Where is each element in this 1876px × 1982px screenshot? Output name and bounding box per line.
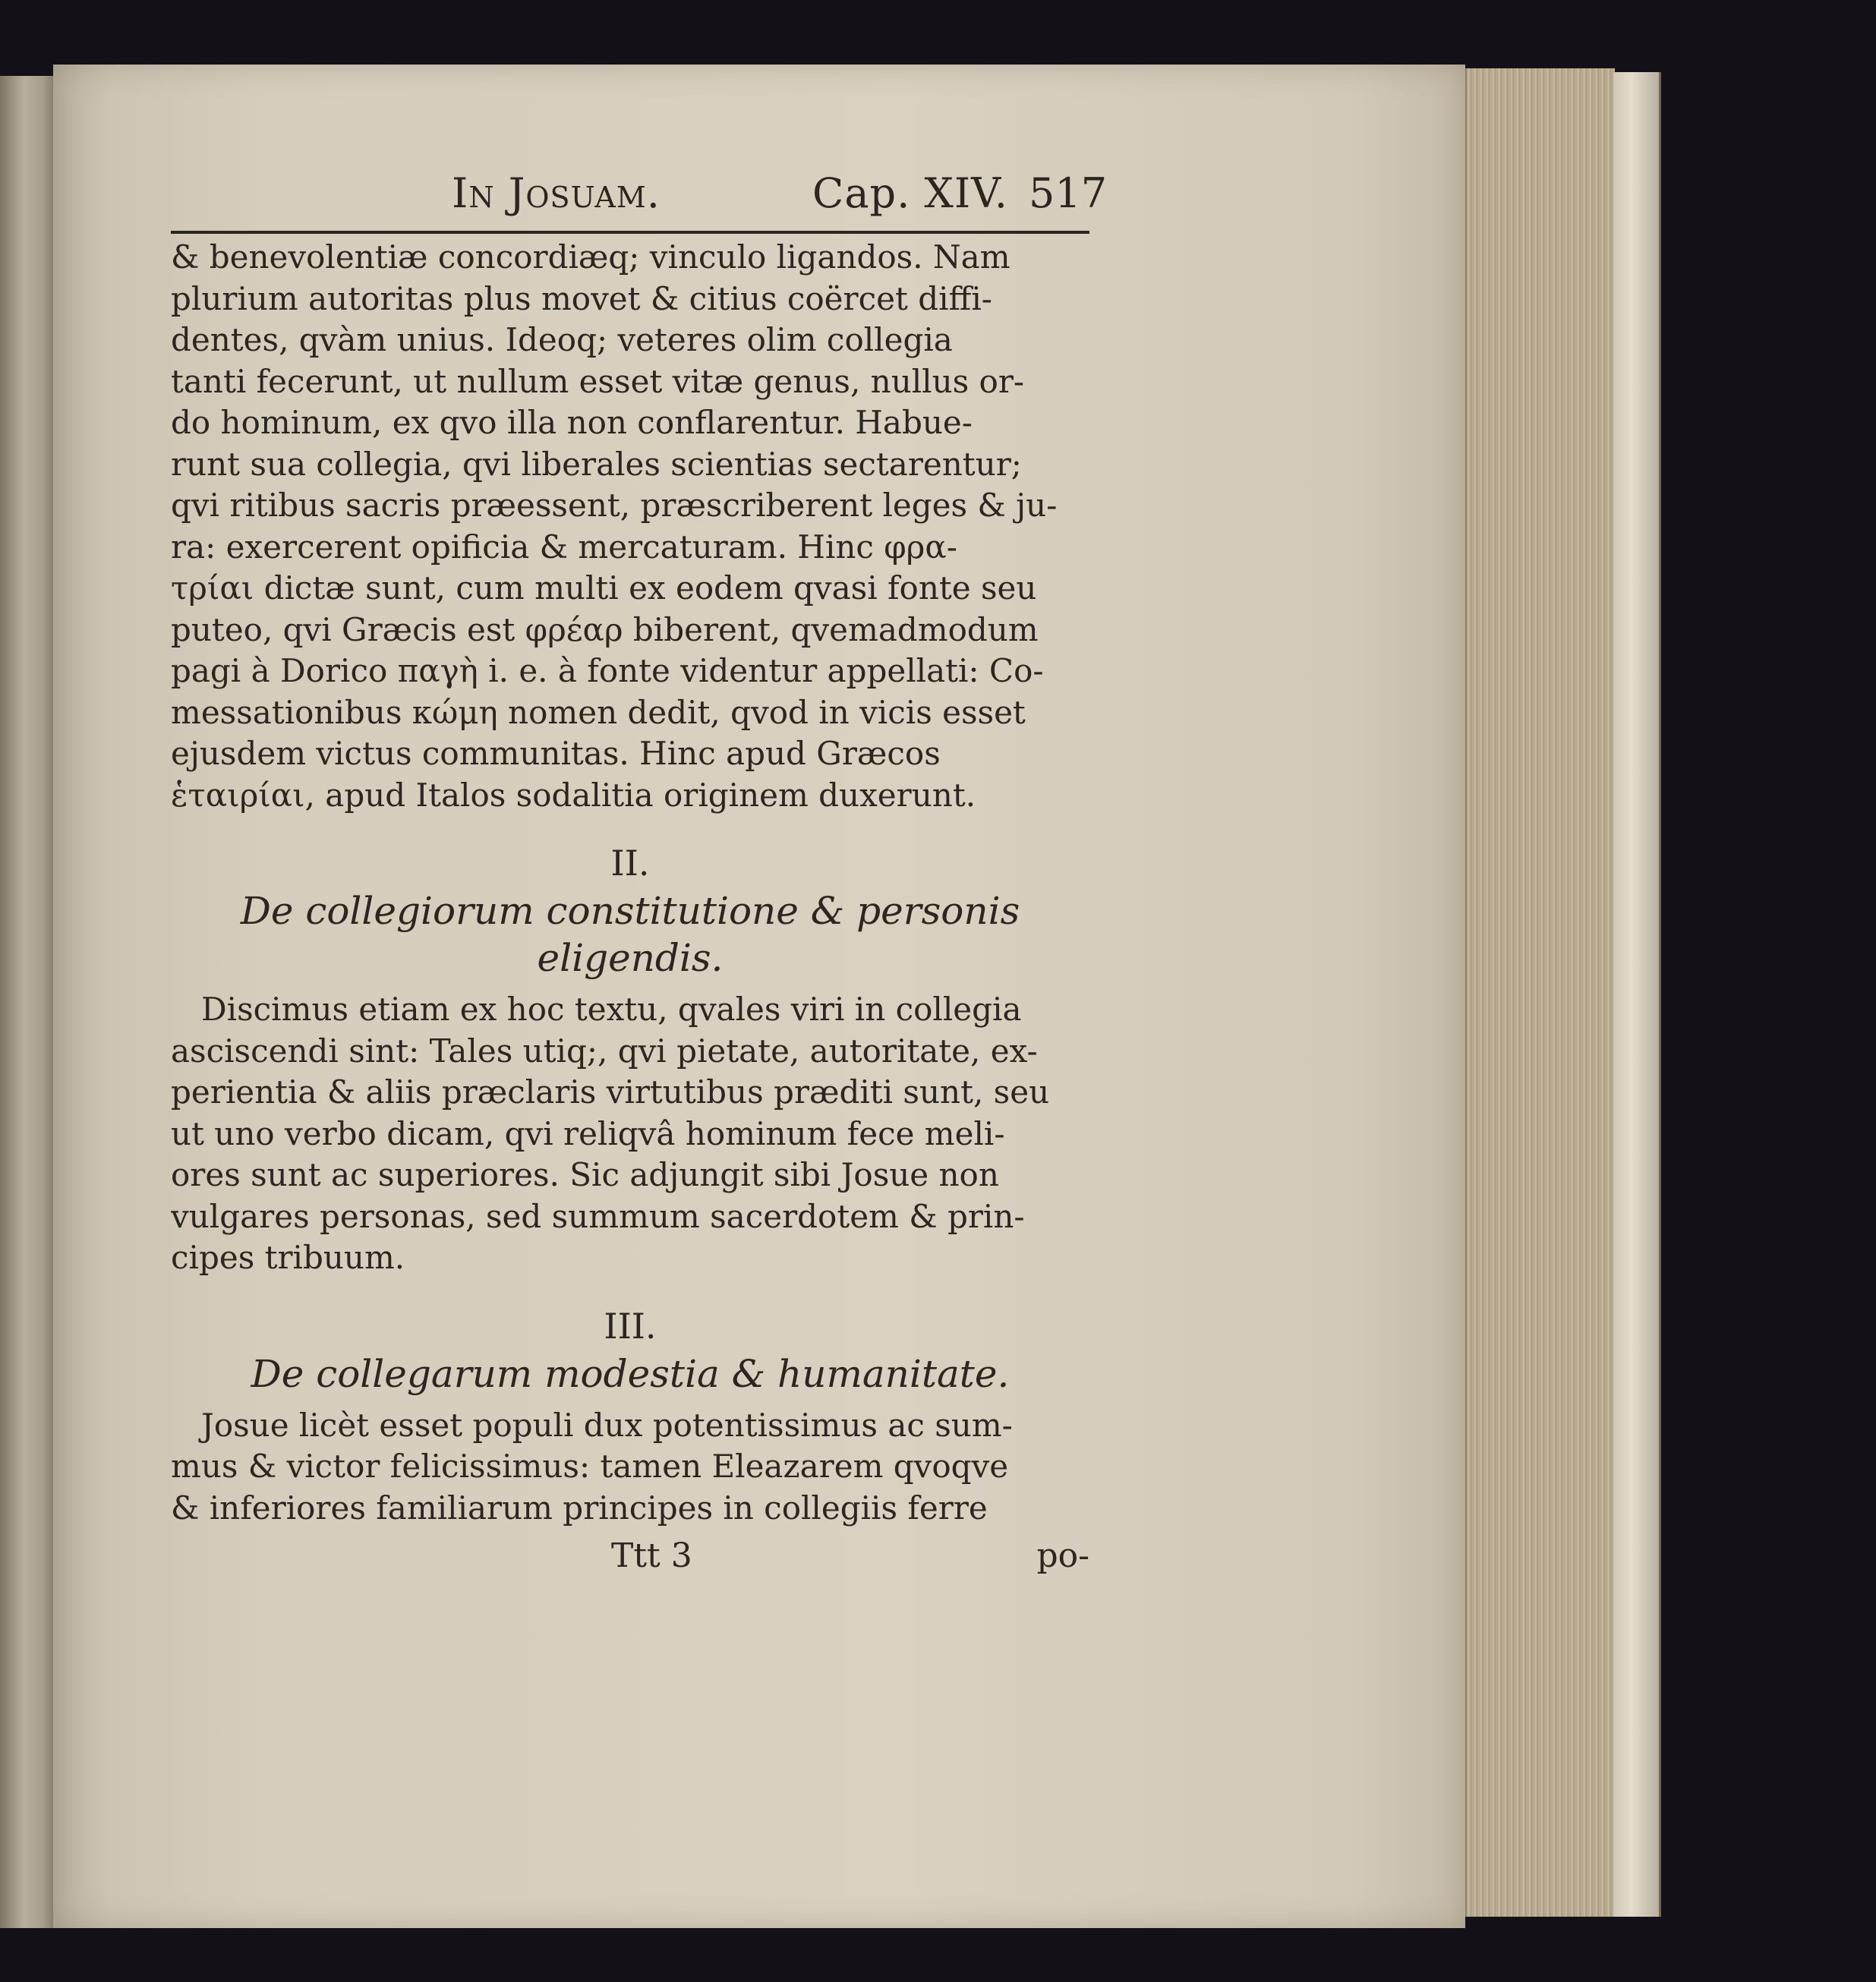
text-line: do hominum, ex qvo illa non conflarentur. Habue- — [171, 404, 973, 441]
text-line: tanti fecerunt, ut nullum esset vitæ genus, nullus or- — [171, 362, 1025, 400]
running-head-title: In Josuam. — [452, 169, 661, 217]
section-2-heading-line: De collegiorum constitutione & personis — [240, 889, 1020, 933]
left-page-edge — [0, 76, 55, 1928]
page-number: 517 — [1029, 169, 1108, 217]
page-footer — [171, 1533, 1089, 1579]
running-head-chapter: Cap. XIV. — [812, 169, 1008, 217]
section-3-number: III. — [604, 1305, 657, 1347]
signature-mark: Ttt 3 — [611, 1536, 692, 1575]
section-3-heading — [171, 1350, 1089, 1397]
book-cover-edge — [1613, 72, 1661, 1917]
text-line: Discimus etiam ex hoc textu, qvales viri in collegia — [201, 991, 1022, 1028]
text-line: pagi à Dorico παγὴ i. e. à fonte videntur appellati: Co- — [171, 652, 1044, 689]
text-line: Josue licèt esset populi dux potentissimus ac sum- — [201, 1406, 1013, 1444]
text-line: ra: exercerent opificia & mercaturam. Hinc φρα- — [171, 528, 957, 566]
section-3-heading-line: De collegarum modestia & humanitate. — [251, 1351, 1010, 1396]
text-line: runt sua collegia, qvi liberales scientias sectarentur; — [171, 445, 1022, 483]
head-rule — [171, 231, 1089, 234]
text-line: vulgares personas, sed summum sacerdotem & prin- — [171, 1197, 1025, 1235]
text-line: asciscendi sint: Tales utiq;, qvi pietate, autoritate, ex- — [171, 1032, 1038, 1070]
text-line: perientia & aliis præclaris virtutibus præditi sunt, seu — [171, 1073, 1050, 1111]
text-line: ut uno verbo dicam, qvi reliqvâ hominum fece meli- — [171, 1114, 1005, 1152]
text-line: ores sunt ac superiores. Sic adjungit sibi Josue non — [171, 1156, 999, 1193]
catchword: po- — [1036, 1536, 1089, 1575]
text-line: & benevolentiæ concordiæq; vinculo ligandos. Nam — [171, 238, 1011, 276]
section-3-paragraph — [171, 1405, 1089, 1530]
text-line: qvi ritibus sacris præessent, præscriberent leges & ju- — [171, 487, 1058, 524]
running-head — [171, 167, 1108, 220]
section-2-paragraph — [171, 989, 1089, 1279]
text-line: dentes, qvàm unius. Ideoq; veteres olim collegia — [171, 321, 953, 358]
text-column — [171, 167, 1108, 1579]
text-line: mus & victor felicissimus: tamen Eleazarem qvoqve — [171, 1448, 1009, 1485]
text-line: cipes tribuum. — [171, 1239, 405, 1276]
section-2-number: II. — [610, 843, 650, 884]
text-line: plurium autoritas plus movet & citius coërcet diffi- — [171, 279, 992, 317]
text-line: ejusdem victus communitas. Hinc apud Græcos — [171, 735, 941, 772]
text-line: & inferiores familiarum principes in collegiis ferre — [171, 1489, 988, 1527]
text-line: τρίαι dictæ sunt, cum multi ex eodem qvasi fonte seu — [171, 569, 1037, 607]
text-line: puteo, qvi Græcis est φρέαρ biberent, qvemadmodum — [171, 610, 1039, 648]
text-line: messationibus κώμη nomen dedit, qvod in vicis esset — [171, 693, 1026, 731]
section-2-heading — [171, 887, 1089, 982]
section-2-heading-line: eligendis. — [537, 936, 724, 980]
paragraph-1 — [171, 237, 1089, 816]
page-block-fore-edge — [1465, 68, 1615, 1917]
text-line: ἑταιρίαι, apud Italos sodalitia originem duxerunt. — [171, 776, 976, 814]
